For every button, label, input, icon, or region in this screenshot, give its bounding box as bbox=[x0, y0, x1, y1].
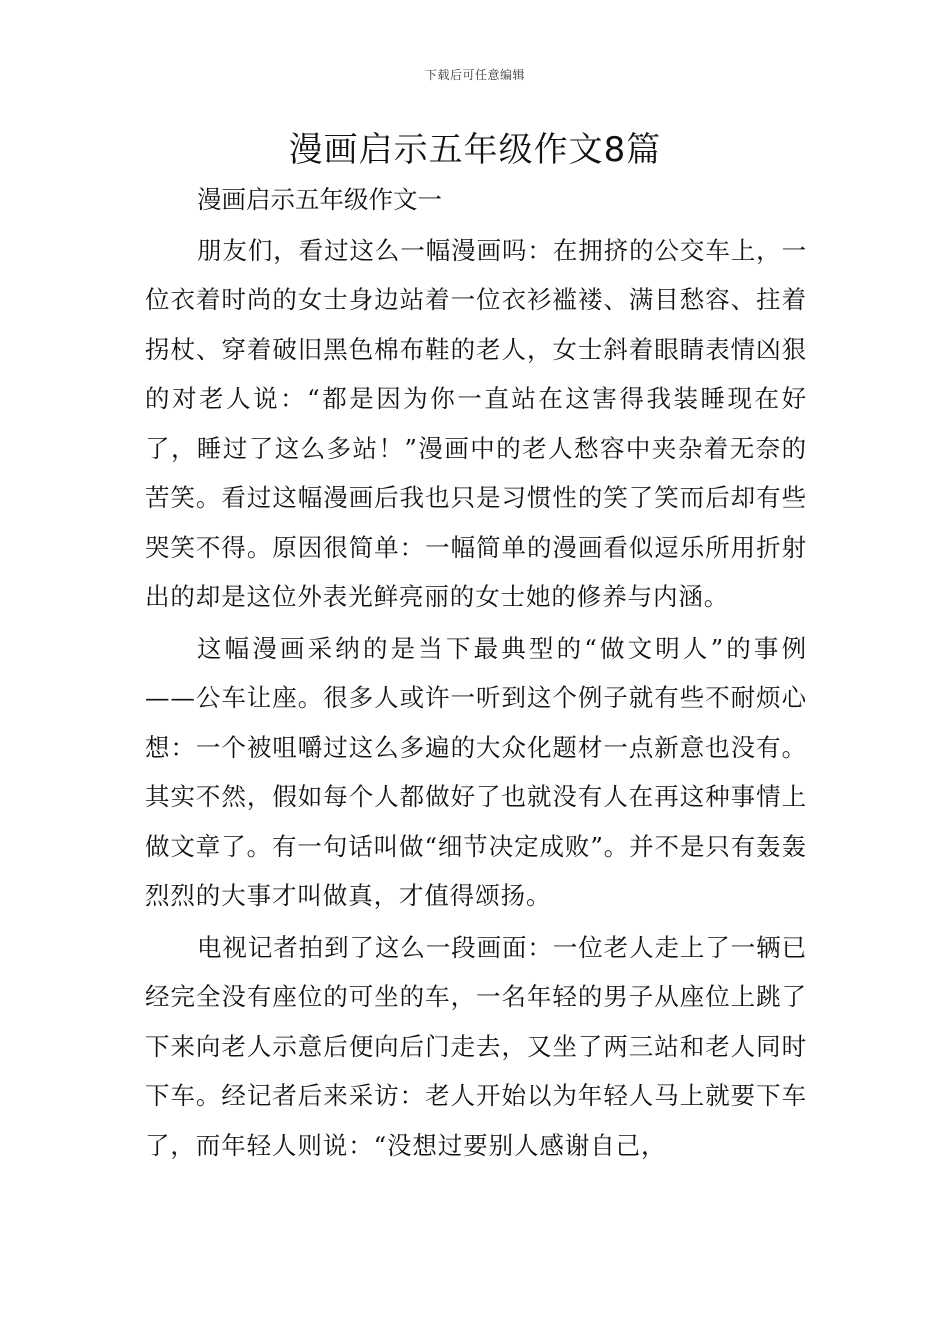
paragraph-2: 这幅漫画采纳的是当下最典型的“做文明人”的事例——公车让座。很多人或许一听到这个例子就有些不耐烦心想：一个被咀嚼过这么多遍的大众化题材一点新意也没有。其实不然，假如每个人都做好了也就没有人在再这种事情上做文章了。有一句话叫做“细节决定成败”。并不是只有轰轰烈烈的大事才叫做真，才值得颂扬。 bbox=[145, 633, 807, 910]
paragraph-3: 电视记者拍到了这么一段画面：一位老人走上了一辆已经完全没有座位的可坐的车，一名年轻的男子从座位上跳了下来向老人示意后便向后门走去，又坐了两三站和老人同时下车。经记者后来采访：老人开始以为年轻人马上就要下车了，而年轻人则说：“没想过要别人感谢自己， bbox=[145, 932, 807, 1160]
paragraph-1: 朋友们，看过这么一幅漫画吗：在拥挤的公交车上，一位衣着时尚的女士身边站着一位衣衫褴褛、满目愁容、拄着拐杖、穿着破旧黑色棉布鞋的老人，女士斜着眼睛表情凶狠的对老人说：“都是因为你一直站在这害得我装睡现在好了，睡过了这么多站！”漫画中的老人愁容中夹杂着无奈的苦笑。看过这幅漫画后我也只是习惯性的笑了笑而后却有些哭笑不得。原因很简单：一幅简单的漫画看似逗乐所用折射出的却是这位外表光鲜亮丽的女士她的修养与内涵。 bbox=[145, 235, 807, 611]
document-title: 漫画启示五年级作文8篇 bbox=[288, 130, 662, 170]
header-note: 下载后可任意编辑 bbox=[424, 68, 525, 82]
document-body bbox=[145, 175, 807, 1170]
essay-subtitle: 漫画启示五年级作文一 bbox=[197, 185, 442, 214]
